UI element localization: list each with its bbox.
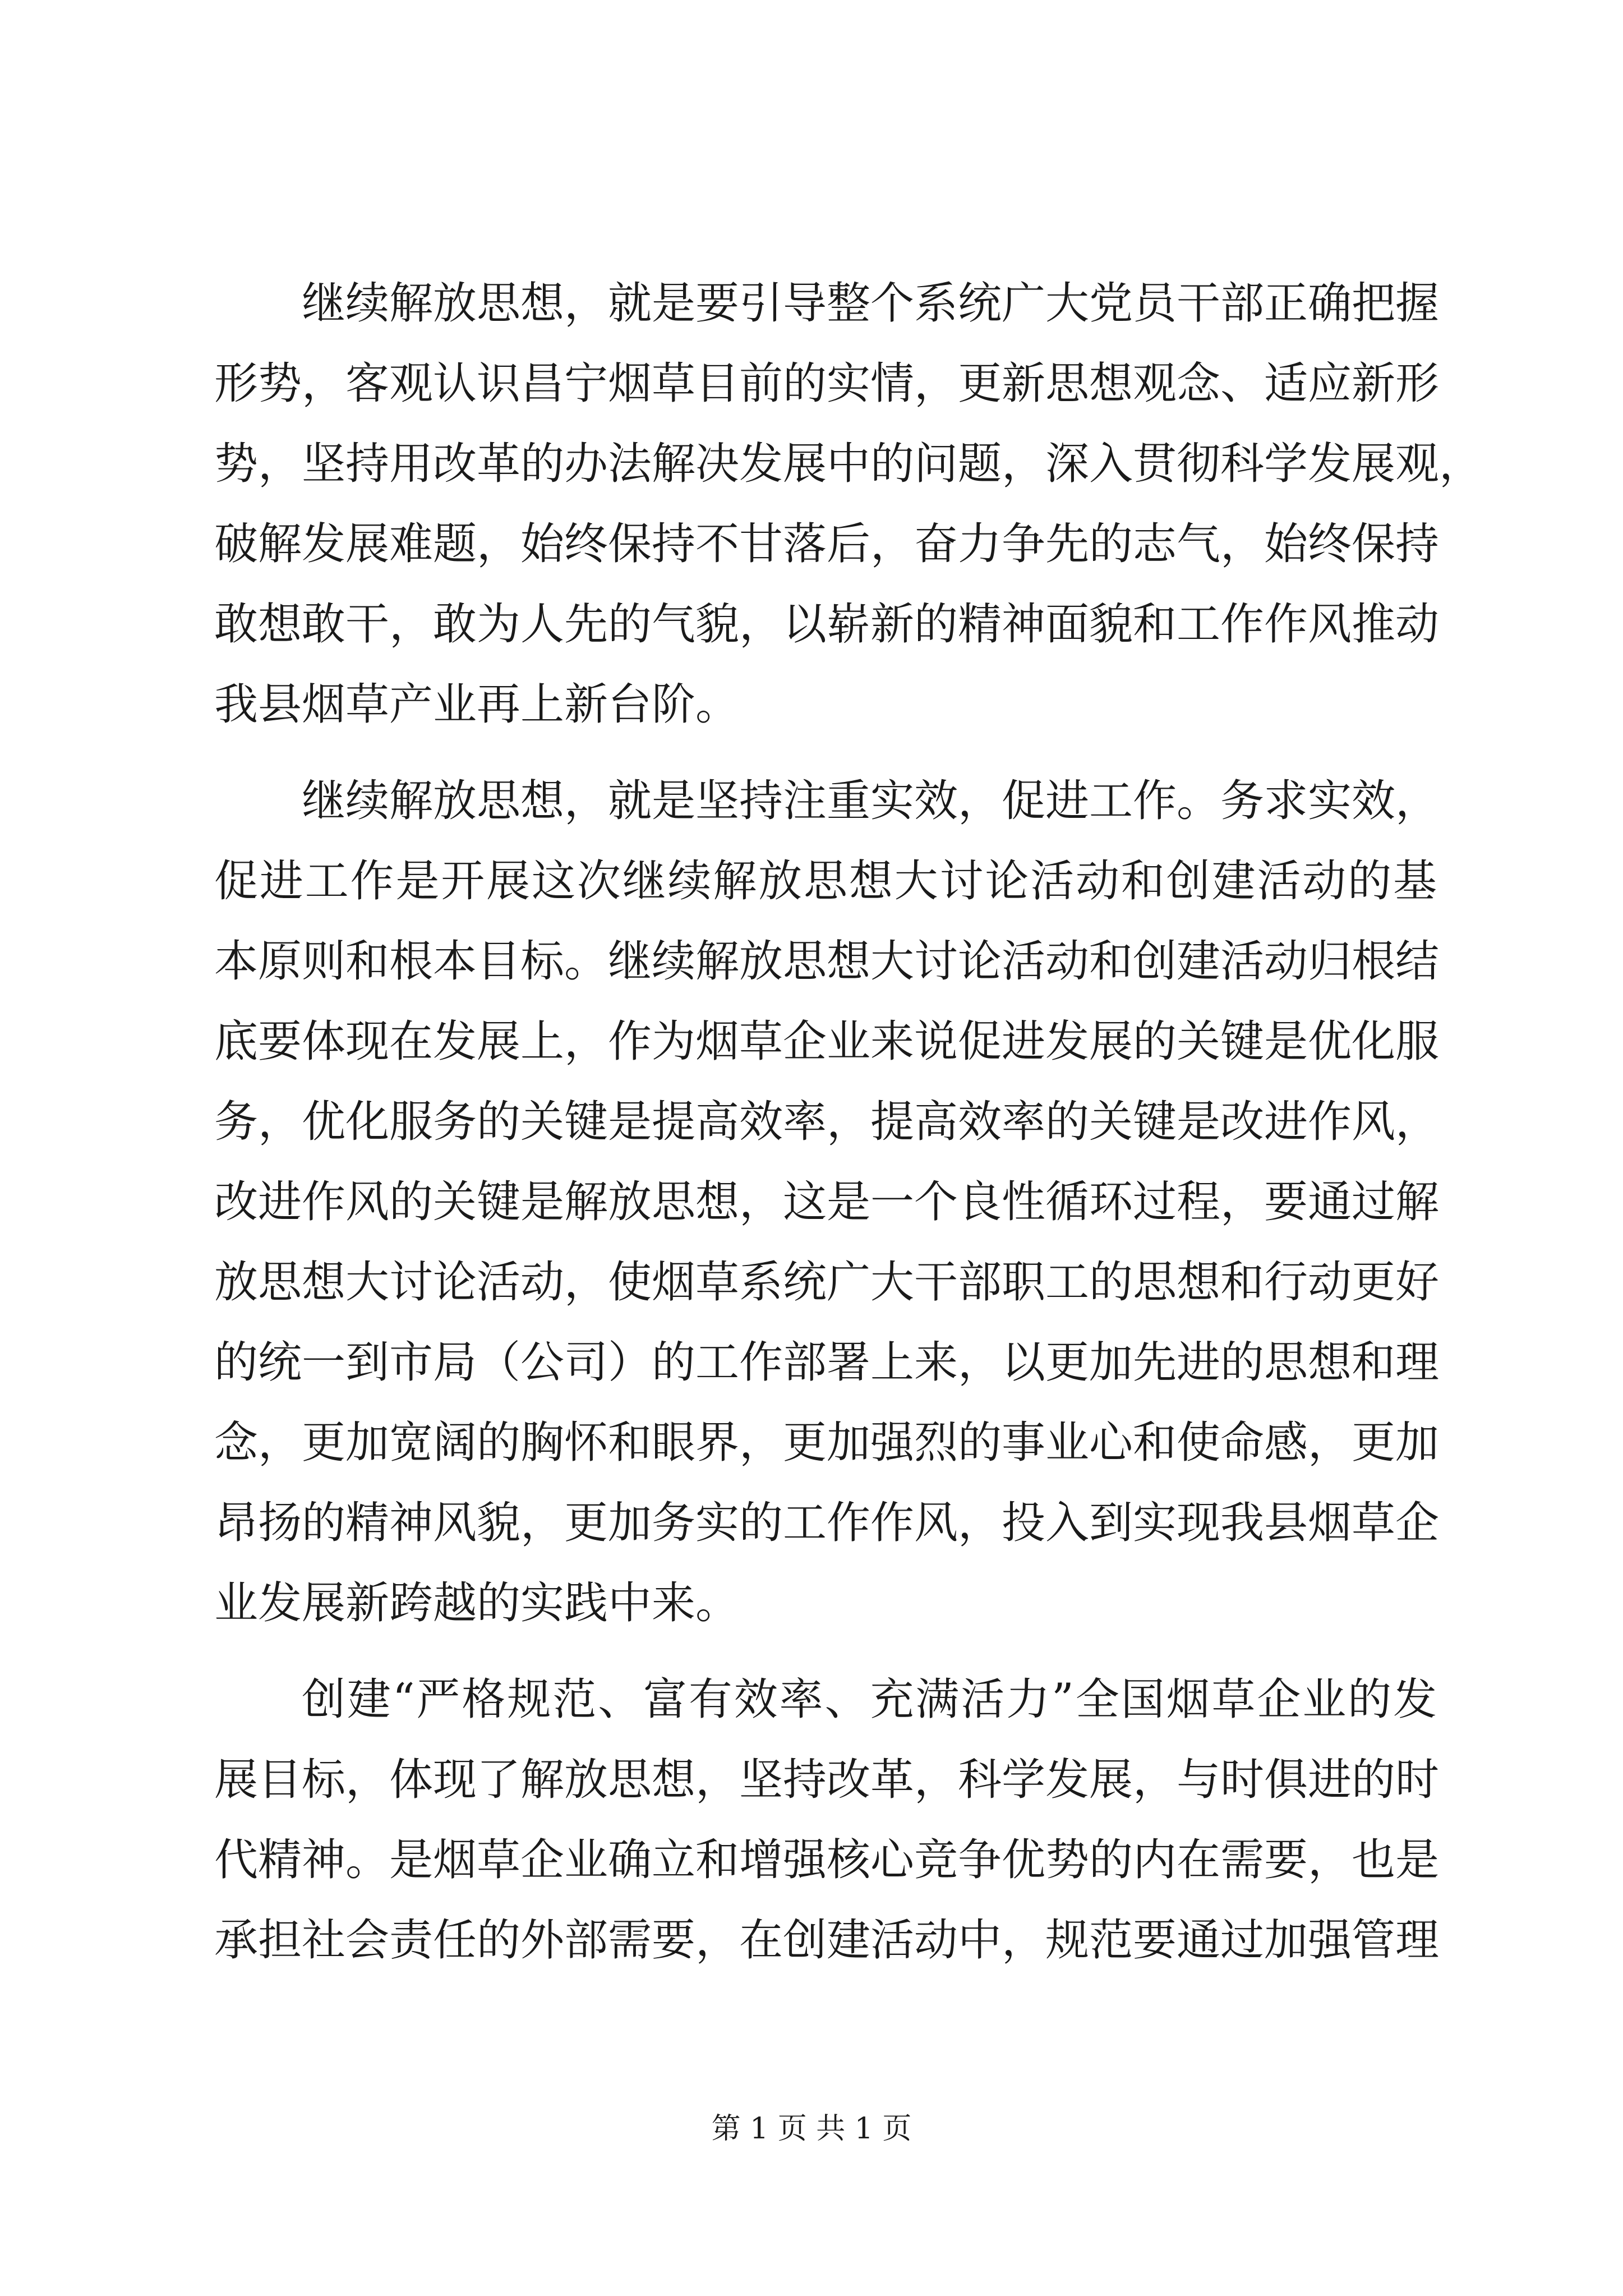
paragraph-1: [214, 264, 1483, 745]
text-line: 创建“严格规范、富有效率、充满活力”全国烟草企业的发: [302, 1674, 1437, 1725]
text-line: 务，优化服务的关键是提高效率，提高效率的关键是改进作风，: [214, 1097, 1440, 1147]
text-line: 势，坚持用改革的办法解决发展中的问题，深入贯彻科学发展观，: [214, 439, 1483, 489]
text-line: 展目标，体现了解放思想，坚持改革，科学发展，与时俱进的时: [214, 1755, 1440, 1805]
text-line: 破解发展难题，始终保持不甘落后，奋力争先的志气，始终保持: [214, 519, 1440, 569]
text-line: 继续解放思想，就是坚持注重实效，促进工作。务求实效，: [302, 776, 1440, 826]
text-line: 本原则和根本目标。继续解放思想大讨论活动和创建活动归根结: [214, 936, 1440, 987]
text-line: 底要体现在发展上，作为烟草企业来说促进发展的关键是优化服: [214, 1016, 1440, 1067]
text-line: 念，更加宽阔的胸怀和眼界，更加强烈的事业心和使命感，更加: [214, 1418, 1440, 1468]
text-line: 我县烟草产业再上新台阶。: [214, 679, 740, 730]
text-line: 改进作风的关键是解放思想，这是一个良性循环过程，要通过解: [214, 1177, 1440, 1227]
text-line: 继续解放思想，就是要引导整个系统广大党员干部正确把握: [302, 278, 1440, 329]
text-line: 昂扬的精神风貌，更加务实的工作作风，投入到实现我县烟草企: [214, 1498, 1440, 1548]
text-line: 代精神。是烟草企业确立和增强核心竞争优势的内在需要，也是: [214, 1835, 1440, 1885]
document-body: [214, 264, 1483, 1981]
text-line: 承担社会责任的外部需要，在创建活动中，规范要通过加强管理: [214, 1915, 1440, 1966]
paragraph-2: [214, 761, 1440, 1644]
text-line: 促进工作是开展这次继续解放思想大讨论活动和创建活动的基: [214, 856, 1437, 907]
text-line: 敢想敢干，敢为人先的气貌，以崭新的精神面貌和工作作风推动: [214, 599, 1440, 650]
paragraph-3: [214, 1660, 1440, 1981]
text-line: 业发展新跨越的实践中来。: [214, 1578, 740, 1628]
text-line: 的统一到市局（公司）的工作部署上来，以更加先进的思想和理: [214, 1337, 1440, 1388]
page-number-footer: 第 1 页 共 1 页: [711, 2112, 912, 2146]
text-line: 放思想大讨论活动，使烟草系统广大干部职工的思想和行动更好: [214, 1257, 1440, 1308]
paragraph-spacer: [214, 1644, 1437, 1660]
text-line: 形势，客观认识昌宁烟草目前的实情，更新思想观念、适应新形: [214, 358, 1440, 409]
paragraph-spacer: [214, 745, 1437, 761]
